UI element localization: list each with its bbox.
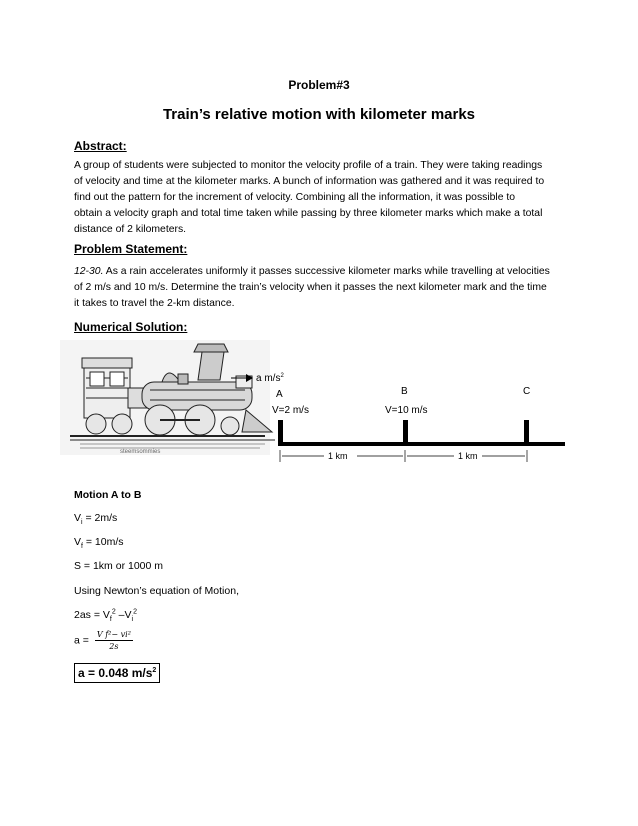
newton-equation-intro: Using Newton’s equation of Motion, — [74, 585, 239, 597]
problem-reference: 12-30. — [74, 266, 104, 277]
problem-line: of 2 m/s and 10 m/s. Determine the train’s velocity when it passes the next kilometer mark and the time — [74, 282, 547, 293]
distance-dimension-lines — [280, 450, 527, 462]
distance-label-2: 1 km — [458, 451, 478, 461]
abstract-text — [74, 158, 574, 238]
abstract-line: obtain a velocity graph and total time taken while passing by three kilometer marks which make a total — [74, 208, 543, 219]
train-illustration — [60, 340, 275, 455]
abstract-line: A group of students were subjected to monitor the velocity profile of a train. They were taking readings — [74, 160, 543, 171]
train-diagram — [60, 340, 580, 470]
final-velocity: $V_f = 10m/s$ — [74, 536, 124, 551]
fraction: $\frac{\text{V f²− vi²}}{2s}$ — [96, 630, 131, 651]
point-a-label: A — [276, 389, 283, 400]
numerical-solution-heading: Numerical Solution: — [74, 320, 188, 334]
abstract-heading: Abstract: — [74, 139, 127, 153]
page-title: Train’s relative motion with kilometer marks — [162, 106, 476, 123]
problem-line: 12-30. As a rain accelerates uniformly it passes successive kilometer marks while travelling at velocities — [74, 266, 550, 277]
result-box — [74, 663, 160, 683]
acceleration-result: a = 0.048 $m/s^2$ — [74, 663, 160, 683]
point-c-label: C — [523, 386, 531, 397]
problem-number: Problem#3 — [288, 78, 350, 92]
problem-statement-text — [74, 264, 574, 312]
motion-heading: Motion A to B — [74, 489, 142, 501]
velocity-a-label: V=2 m/s — [272, 405, 309, 416]
velocity-b-label: V=10 m/s — [385, 405, 428, 416]
kilometer-mark-a — [278, 420, 283, 444]
kilometer-mark-b — [403, 420, 408, 444]
acceleration-formula: a = $\frac{\text{V f²− vi²}}{2s}$ — [74, 630, 131, 651]
acceleration-label: a $m/s^2$ — [256, 373, 284, 384]
kinematic-equation: $2as = V_f^2$ $-V_i^2$ — [74, 608, 137, 624]
abstract-line: find out the pattern for the increment of velocity. Combining all the information, it was possible to — [74, 192, 516, 203]
problem-statement-heading: Problem Statement: — [74, 242, 188, 256]
problem-line: it takes to travel the 2-km distance. — [74, 298, 235, 309]
kilometer-mark-c — [524, 420, 529, 444]
abstract-line: distance of 2 kilometers. — [74, 224, 187, 235]
abstract-line: of velocity and time at the kilometer marks. A bunch of information was gathered and it was required to — [74, 176, 545, 187]
distance-label-1: 1 km — [328, 451, 348, 461]
diagram-watermark: steemsommies — [120, 449, 161, 455]
initial-velocity: $V_i = 2m/s$ — [74, 512, 118, 527]
distance-line: S = 1km or 1000 m — [74, 560, 163, 572]
point-b-label: B — [401, 386, 408, 397]
